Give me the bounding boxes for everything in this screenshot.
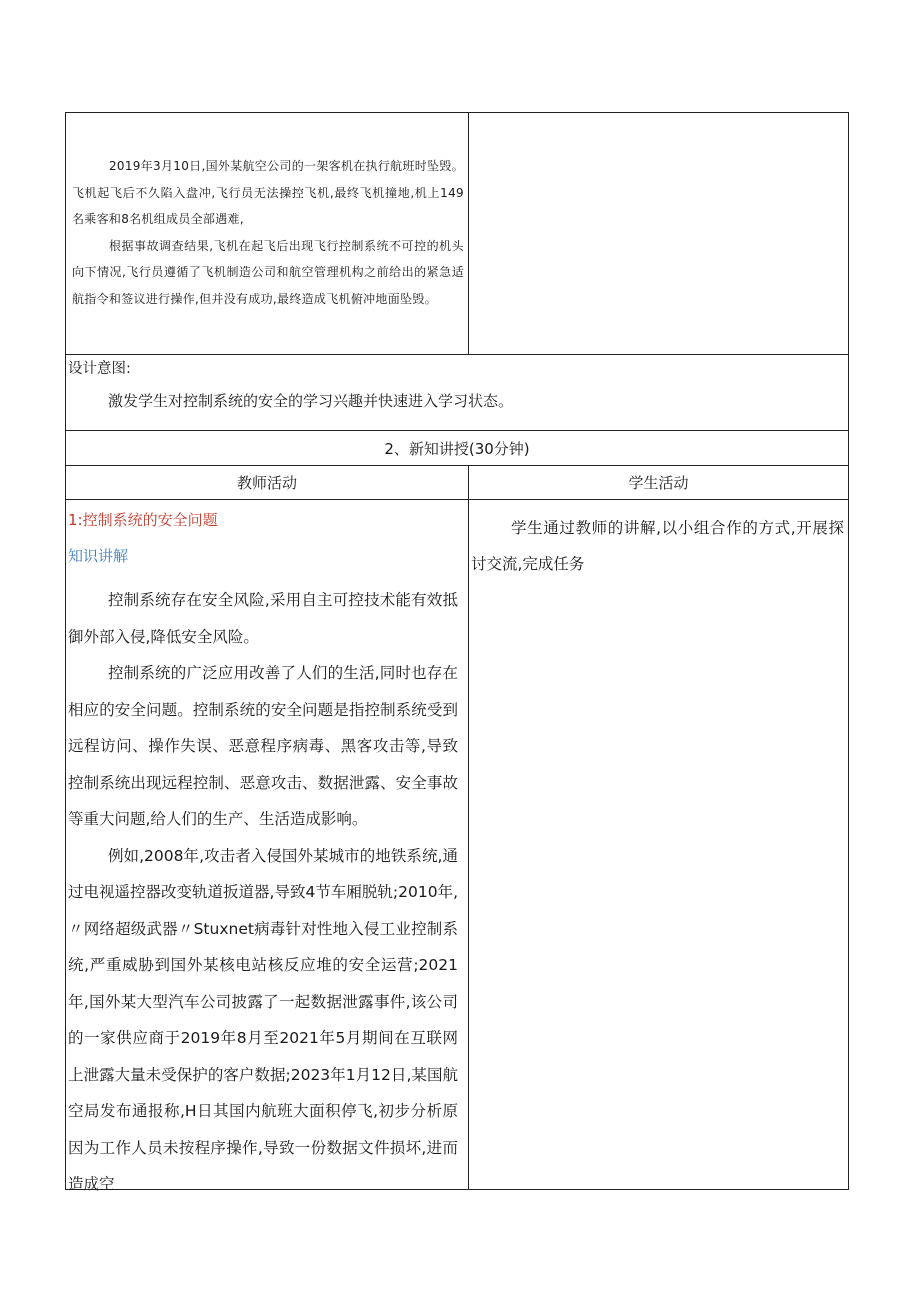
activity-content-row <box>66 500 848 1193</box>
case-story-empty-cell <box>469 113 848 354</box>
case-story-cell <box>66 113 469 354</box>
section-title: 2、新知讲授(30分钟) <box>384 439 530 458</box>
teacher-paragraph-1: 控制系统存在安全风险,采用自主可控技术能有效抵御外部入侵,降低安全风险。 <box>68 591 458 646</box>
design-intent-row <box>66 355 848 431</box>
case-story-row <box>66 113 848 355</box>
teacher-activity-cell <box>66 500 469 1193</box>
student-activity-text: 学生通过教师的讲解,以小组合作的方式,开展探讨交流,完成任务 <box>471 519 844 573</box>
design-intent-body: 激发学生对控制系统的安全的学习兴趣并快速进入学习状态。 <box>108 392 514 410</box>
case-paragraph-1: 2019年3月10日,国外某航空公司的一架客机在执行航班时坠毁。飞机起飞后不久陷入盘冲,飞行员无法操控飞机,最终飞机撞地,机上149名乘客和8名机组成员全部遇难, <box>72 159 464 226</box>
column-headers-row <box>66 466 848 500</box>
student-activity-header: 学生活动 <box>628 474 689 492</box>
lesson-plan-table <box>65 112 849 1193</box>
teacher-paragraph-2: 控制系统的广泛应用改善了人们的生活,同时也存在相应的安全问题。控制系统的安全问题是指控制系统受到远程访问、操作失误、恶意程序病毒、黑客攻击等,导致控制系统出现远程控制、恶意攻击、数据泄露、安全事故等重大问题,给人们的生产、生活造成影响。 <box>68 664 458 828</box>
student-activity-cell <box>469 500 848 1189</box>
teacher-paragraph-3: 例如,2008年,攻击者入侵国外某城市的地铁系统,通过电视遥控器改变轨道扳道器,导致4节车厢脱轨;2010年,〃网络超级武器〃Stuxnet病毒针对性地入侵工业控制系统,严重威胁到国外某核电站核反应堆的安全运营;2021年,国外某大型汽车公司披露了一起数据泄露事件,该公司的一家供应商于2019年8月至2021年5月期间在互联网上泄露大量未受保护的客户数据;2023年1月12日,某国航空局发布通报称,H日其国内航班大面积停飞,初步分析原因为工作人员未按程序操作,导致一份数据文件损坏,进而造成空 <box>68 846 458 1193</box>
case-story-text <box>66 113 468 312</box>
topic-title: 1:控制系统的安全问题 <box>68 511 218 529</box>
design-intent-label: 设计意图: <box>68 361 131 377</box>
knowledge-subtitle: 知识讲解 <box>68 547 129 565</box>
case-paragraph-2: 根据事故调查结果,飞机在起飞后出现飞行控制系统不可控的机头向下情况,飞行员遵循了飞机制造公司和航空管理机构之前给出的紧急适航指令和签议进行操作,但并没有成功,最终造成飞机俯冲地面坠毁。 <box>72 238 464 306</box>
section-heading-row <box>66 431 848 466</box>
teacher-activity-header: 教师活动 <box>66 466 469 499</box>
